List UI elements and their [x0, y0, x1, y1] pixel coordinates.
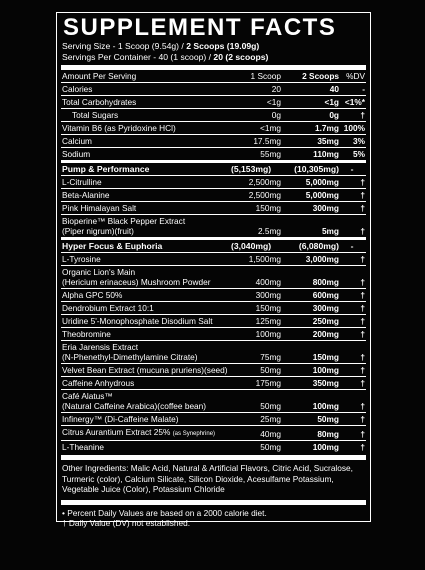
footnote-percent-dv: • Percent Daily Values are based on a 2000 calorie diet. [62, 507, 267, 518]
ingredient-row [61, 202, 366, 215]
ingredient-row [61, 148, 366, 160]
ingredient-name [62, 84, 231, 94]
amount-c3: † [360, 352, 365, 362]
header-c2: 2 Scoops [302, 71, 339, 81]
amount-c3: <1%* [344, 97, 365, 107]
panel-title: SUPPLEMENT FACTS [63, 14, 337, 41]
amount-c2: 5mg [321, 226, 339, 236]
amount-c2: 5,000mg [305, 177, 339, 187]
amount-c2: 250mg [312, 316, 339, 326]
ingredient-row [61, 176, 366, 189]
amount-c3: † [360, 329, 365, 339]
serving-size [62, 41, 366, 52]
ingredient-row [61, 413, 366, 426]
amount-c2: 1.7mg [315, 123, 339, 133]
ingredient-name [62, 427, 231, 439]
ingredient-name [62, 97, 231, 107]
blend-name: Hyper Focus & Euphoria [62, 241, 163, 251]
ingredient-name-text: Theobromine [62, 329, 111, 339]
serving-size-bold: 2 Scoops (19.09g) [186, 41, 260, 51]
ingredient-name-text: Caffeine Anhydrous [62, 378, 135, 388]
amount-c3: † [360, 429, 365, 439]
amount-c1: 17.5mg [253, 136, 281, 146]
ingredient-row [61, 426, 366, 441]
ingredient-name-text: L-Theanine [62, 442, 104, 452]
footnotes [61, 505, 366, 529]
ingredient-name [62, 378, 231, 388]
ingredient-name [62, 365, 231, 375]
ingredient-row [61, 390, 366, 413]
ingredient-name [62, 123, 231, 133]
amount-c3: 5% [353, 149, 365, 159]
amount-c3: † [360, 203, 365, 213]
ingredient-name-text: Calories [62, 84, 93, 94]
ingredient-name-text: Velvet Bean Extract (mucuna pruriens)(seed) [62, 365, 228, 375]
amount-c2: <1g [324, 97, 339, 107]
supplement-facts-panel [56, 12, 371, 528]
ingredient-name [62, 329, 231, 339]
amount-c3: † [360, 378, 365, 388]
ingredient-name [62, 190, 231, 200]
amount-c3: 3% [353, 136, 365, 146]
ingredient-name [62, 254, 231, 264]
ingredient-name [62, 442, 231, 452]
servings-text: Servings Per Container - 40 (1 scoop) / [62, 52, 214, 62]
amount-c3: - [362, 84, 365, 94]
ingredient-name-text: Calcium [62, 136, 92, 146]
amount-c1: 55mg [260, 149, 281, 159]
blend-c2: (10,305mg) [294, 164, 339, 174]
ingredient-name-text: Dendrobium Extract 10:1 [62, 303, 154, 313]
amount-c2: 100mg [312, 401, 339, 411]
ingredient-name-line2: (N-Phenethyl-Dimethylamine Citrate) [62, 352, 198, 362]
header-c1: 1 Scoop [250, 71, 281, 81]
ingredient-name [62, 303, 231, 313]
ingredient-name [62, 136, 231, 146]
amount-c1: 150mg [255, 203, 281, 213]
ingredient-name-text: Organic Lion's Main [62, 267, 136, 277]
servings-bold: 20 (2 scoops) [213, 52, 269, 62]
ingredient-name-line2: (Natural Caffeine Arabica)(coffee bean) [62, 401, 207, 411]
basic-nutrients [61, 83, 366, 160]
ingredient-name-text: Alpha GPC 50% [62, 290, 123, 300]
amount-c2: 100mg [312, 442, 339, 452]
amount-c2: 3,000mg [305, 254, 339, 264]
amount-c3: † [360, 110, 365, 120]
ingredient-name-text: Beta-Alanine [62, 190, 110, 200]
ingredient-note: (as Synephrine) [172, 431, 216, 437]
ingredient-name-text: Bioperine™ Black Pepper Extract [62, 216, 186, 226]
blend-header-focus [61, 240, 366, 253]
blend-c2: (6,080mg) [298, 241, 339, 251]
amount-c1: 175mg [255, 378, 281, 388]
amount-c3: † [360, 190, 365, 200]
ingredient-row [61, 377, 366, 390]
ingredient-name [62, 110, 231, 120]
blend-c3: - [350, 164, 354, 174]
ingredient-row [61, 253, 366, 266]
ingredient-name [62, 149, 231, 159]
ingredient-row [61, 441, 366, 453]
amount-c2: 150mg [312, 352, 339, 362]
amount-c2: 50mg [317, 414, 339, 424]
ingredient-name [62, 391, 231, 411]
amount-c2: 110mg [313, 149, 339, 159]
pump-ingredients [61, 176, 366, 237]
blend-c1: (5,153mg) [231, 164, 272, 174]
amount-c1: 50mg [260, 365, 281, 375]
ingredient-name-text: L-Tyrosine [62, 254, 101, 264]
ingredient-name-line2: (Piper nigrum)(fruit) [62, 226, 134, 236]
amount-c1: 2,500mg [248, 177, 281, 187]
blend-name: Pump & Performance [62, 164, 150, 174]
header-c3: %DV [346, 71, 365, 81]
amount-c1: 20 [271, 84, 281, 94]
amount-c2: 200mg [312, 329, 339, 339]
amount-c1: 2.5mg [257, 226, 281, 236]
ingredient-name-text: Vitamin B6 (as Pyridoxine HCl) [62, 123, 176, 133]
amount-c1: 40mg [260, 429, 281, 439]
amount-c3: † [360, 365, 365, 375]
amount-c3: † [360, 254, 365, 264]
ingredient-row [61, 215, 366, 237]
amount-c2: 100mg [312, 365, 339, 375]
amount-c3: † [360, 414, 365, 424]
amount-c1: 300mg [255, 290, 281, 300]
amount-c1: 75mg [260, 352, 281, 362]
amount-c1: 50mg [260, 401, 281, 411]
other-ingredients: Other Ingredients: Malic Acid, Natural & Artificial Flavors, Citric Acid, Sucralose, Turmeric (color), Calcium Silicate, Silicon Dioxide, Acesulfame Potassium, Vegetable Juice (Color), Potassium Chloride [62, 463, 353, 494]
amount-c1: 1,500mg [248, 254, 281, 264]
ingredient-row [61, 189, 366, 202]
amount-c3: † [360, 401, 365, 411]
ingredient-row [61, 109, 366, 122]
ingredient-row [61, 289, 366, 302]
amount-c3: † [360, 442, 365, 452]
amount-c2: 0g [329, 110, 339, 120]
ingredient-row [61, 315, 366, 328]
amount-c2: 5,000mg [305, 190, 339, 200]
ingredient-row [61, 96, 366, 109]
amount-c1: <1mg [260, 123, 281, 133]
ingredient-name [62, 203, 231, 213]
amount-c1: 150mg [255, 303, 281, 313]
amount-header-row [61, 70, 366, 83]
blend-c3: - [350, 241, 354, 251]
ingredient-name-text: Total Sugars [72, 110, 119, 120]
ingredient-name-text: Café Alatus™ [62, 391, 113, 401]
ingredient-name-text: Infinergy™ (Di-Caffeine Malate) [62, 414, 179, 424]
focus-ingredients [61, 253, 366, 453]
amount-c3: † [360, 290, 365, 300]
ingredient-name-text: Citrus Aurantium Extract 25% [62, 427, 171, 437]
amount-c2: 350mg [312, 378, 339, 388]
amount-c1: <1g [266, 97, 281, 107]
ingredient-row [61, 135, 366, 148]
amount-c1: 50mg [260, 442, 281, 452]
amount-c3: † [360, 277, 365, 287]
ingredient-row [61, 266, 366, 289]
footnote-dv-not-established: † Daily Value (DV) not established. [62, 518, 191, 528]
ingredient-row [61, 122, 366, 135]
amount-c3: † [360, 226, 365, 236]
amount-c1: 400mg [255, 277, 281, 287]
blend-c1: (3,040mg) [231, 241, 272, 251]
ingredient-name-text: Pink Himalayan Salt [62, 203, 137, 213]
blend-header-pump [61, 163, 366, 176]
ingredient-name [62, 290, 231, 300]
amount-c1: 2,500mg [248, 190, 281, 200]
amount-c3: † [360, 303, 365, 313]
ingredient-name [62, 414, 231, 424]
ingredient-row [61, 364, 366, 377]
amount-c3: † [360, 316, 365, 326]
amount-c1: 125mg [255, 316, 281, 326]
ingredient-name [62, 267, 231, 287]
amount-c1: 25mg [260, 414, 281, 424]
amount-c1: 0g [271, 110, 281, 120]
amount-c3: 100% [343, 123, 365, 133]
ingredient-row [61, 328, 366, 341]
amount-c2: 800mg [312, 277, 339, 287]
amount-c2: 40 [329, 84, 339, 94]
ingredient-name-text: Total Carbohydrates [62, 97, 137, 107]
amount-c2: 300mg [312, 203, 339, 213]
ingredient-name-line2: (Hericium erinaceus) Mushroom Powder [62, 277, 211, 287]
amount-c1: 100mg [255, 329, 281, 339]
amount-c2: 80mg [317, 429, 339, 439]
amount-c3: † [360, 177, 365, 187]
header-name: Amount Per Serving [62, 71, 137, 81]
ingredient-row [61, 83, 366, 96]
ingredient-name-text: L-Citrulline [62, 177, 102, 187]
ingredient-name [62, 342, 231, 362]
amount-c2: 35mg [317, 136, 339, 146]
ingredient-name [62, 177, 231, 187]
ingredient-name-text: Eria Jarensis Extract [62, 342, 139, 352]
amount-c2: 600mg [312, 290, 339, 300]
ingredient-row [61, 341, 366, 364]
servings-per-container [62, 52, 366, 63]
serving-size-text: Serving Size - 1 Scoop (9.54g) / [62, 41, 187, 51]
ingredient-row [61, 302, 366, 315]
amount-c2: 300mg [312, 303, 339, 313]
ingredient-name-text: Sodium [62, 149, 91, 159]
ingredient-name-text: Uridine 5'-Monophosphate Disodium Salt [62, 316, 213, 326]
ingredient-name [62, 216, 231, 236]
ingredient-name [62, 316, 231, 326]
